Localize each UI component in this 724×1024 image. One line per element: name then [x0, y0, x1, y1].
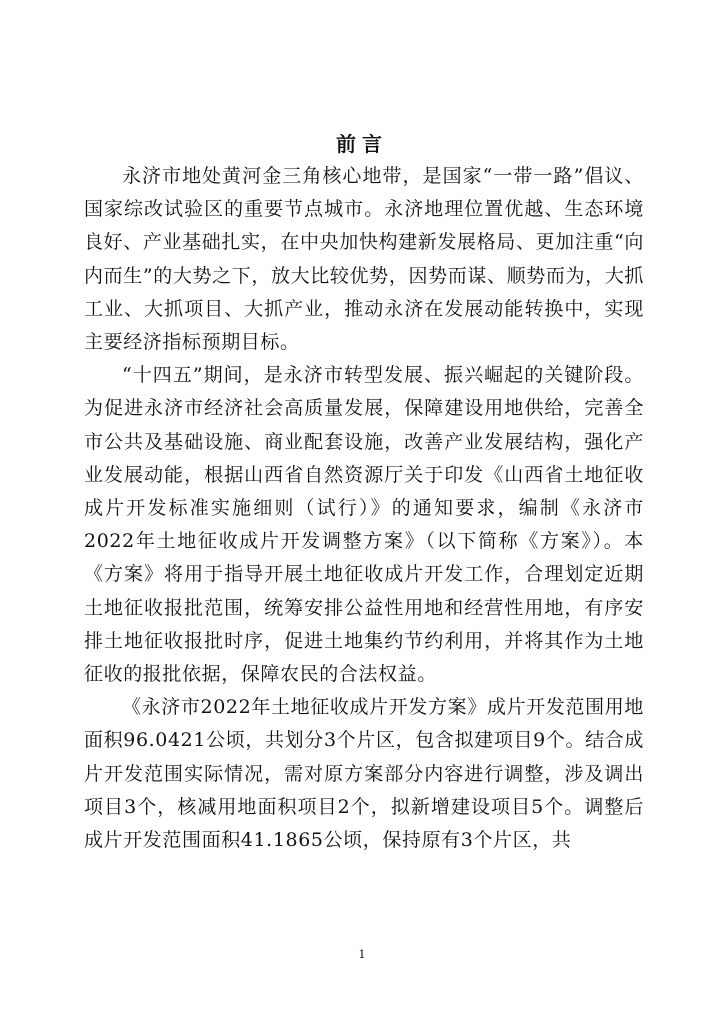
paragraph-purpose: “十四五”期间，是永济市转型发展、振兴崛起的关键阶段。为促进永济市经济社会高质量发展，保障建设用地供给，完善全市公共及基础设施、商业配套设施，改善产业发展结构，强化产业发展动能，根据山西省自然资源厅关于印发《山西省土地征收成片开发标准实施细则（试行）》的通知要求，编制《永济市2022年土地征收成片开发调整方案》（以下简称《方案》）。本《方案》将用于指导开展土地征收成片开发工作，合理划定近期土地征收报批范围，统筹安排公益性用地和经营性用地，有序安排土地征收报批时序，促进土地集约节约利用，并将其作为土地征收的报批依据，保障农民的合法权益。: [84, 364, 644, 686]
page-number: 1: [358, 948, 366, 961]
paragraph-scope: 《永济市2022年土地征收成片开发方案》成片开发范围用地面积96.0421公顷，共划分3个片区，包含拟建项目9个。结合成片开发范围实际情况，需对原方案部分内容进行调整，涉及调出项目3个，核减用地面积项目2个，拟新增建设项目5个。调整后成片开发范围面积41.1865公顷，保持原有3个片区，共: [84, 696, 644, 852]
body-text: [84, 160, 644, 857]
paragraph-intro: 永济市地处黄河金三角核心地带，是国家“一带一路”倡议、国家综改试验区的重要节点城市。永济地理位置优越、生态环境良好、产业基础扎实，在中央加快构建新发展格局、更加注重“向内而生”的大势之下，放大比较优势，因势而谋、顺势而为，大抓工业、大抓项目、大抓产业，推动永济在发展动能转换中，实现主要经济指标预期目标。: [84, 165, 644, 354]
page-title: 前言: [336, 132, 388, 156]
